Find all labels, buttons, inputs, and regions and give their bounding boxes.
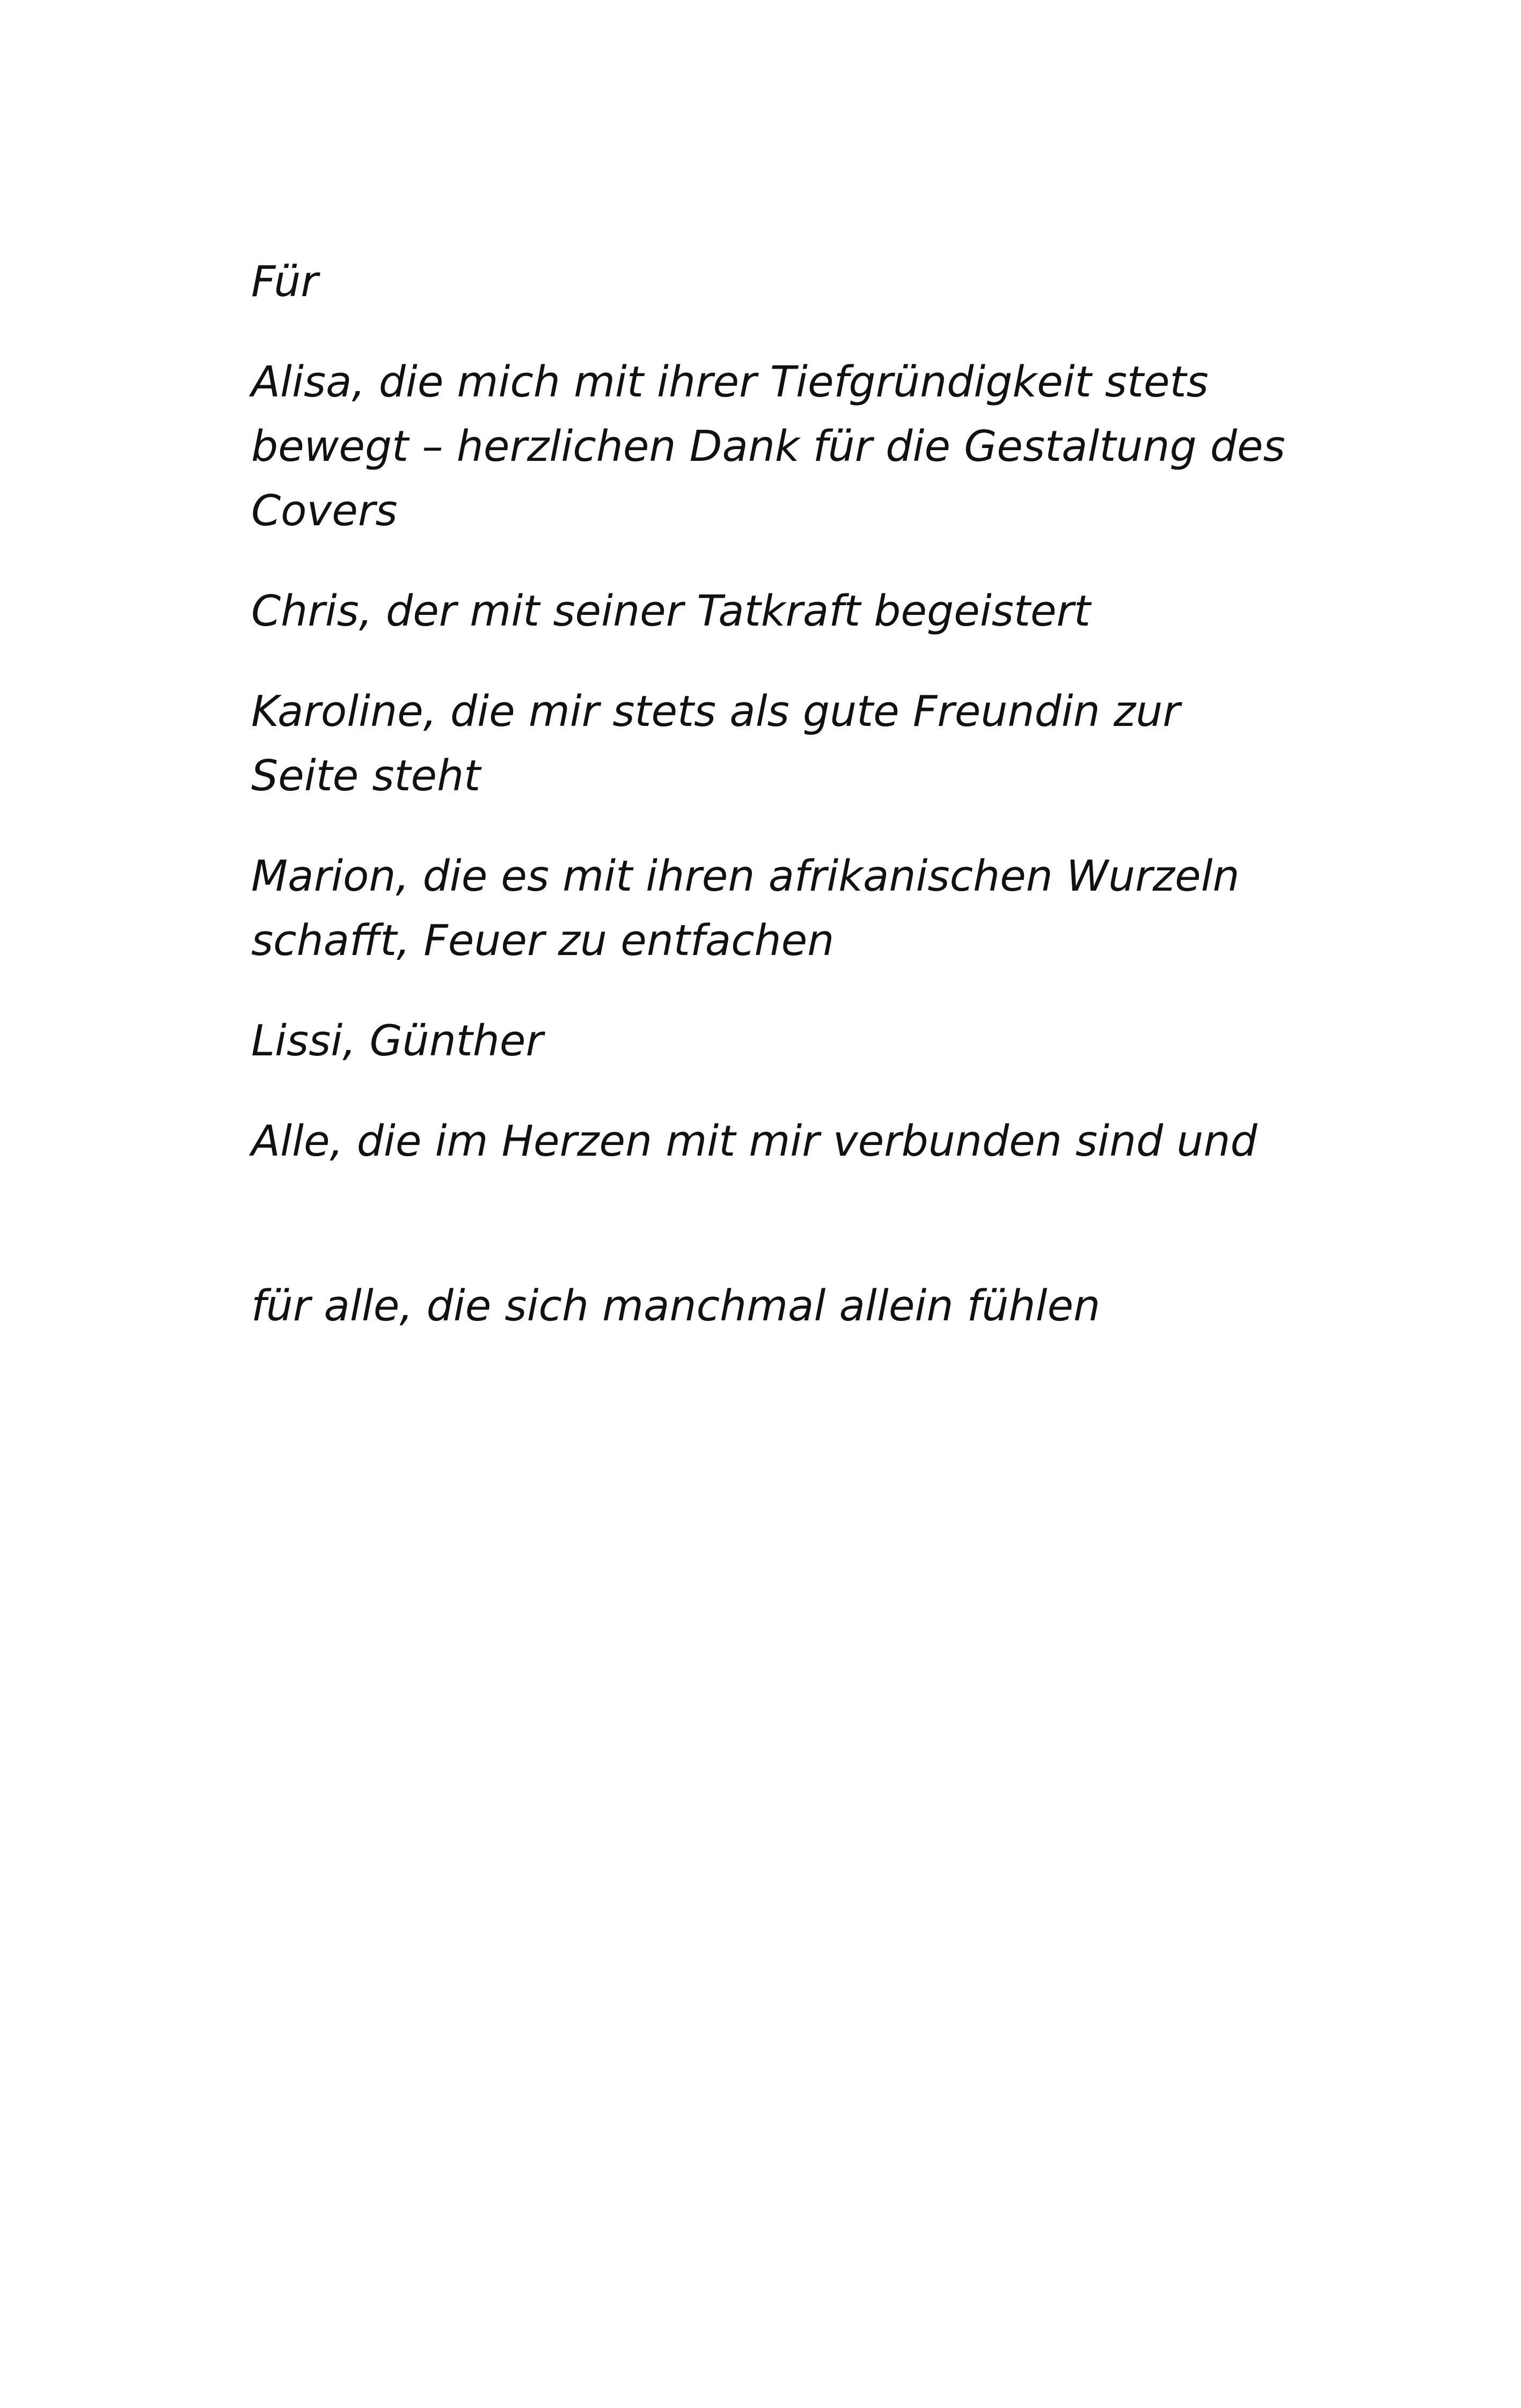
dedication-entry-lissi-guenther: Lissi, Günther — [251, 1016, 543, 1066]
dedication-entry-alisa: Alisa, die mich mit ihrer Tiefgründigkeit stets bewegt – herzlichen Dank für die Gestaltung des Covers — [251, 357, 1285, 535]
dedication-closing: für alle, die sich manchmal allein fühlen — [251, 1281, 1101, 1331]
dedication-heading: Für — [251, 257, 318, 306]
dedication-entry-alle: Alle, die im Herzen mit mir verbunden sind und — [251, 1117, 1257, 1166]
dedication-entry-marion: Marion, die es mit ihren afrikanischen Wurzeln schafft, Feuer zu entfachen — [251, 851, 1240, 965]
dedication-entry-chris: Chris, der mit seiner Tatkraft begeistert — [251, 586, 1091, 636]
dedication-entry-karoline: Karoline, die mir stets als gute Freundin zur Seite steht — [251, 687, 1180, 801]
dedication-block — [251, 249, 1298, 1374]
